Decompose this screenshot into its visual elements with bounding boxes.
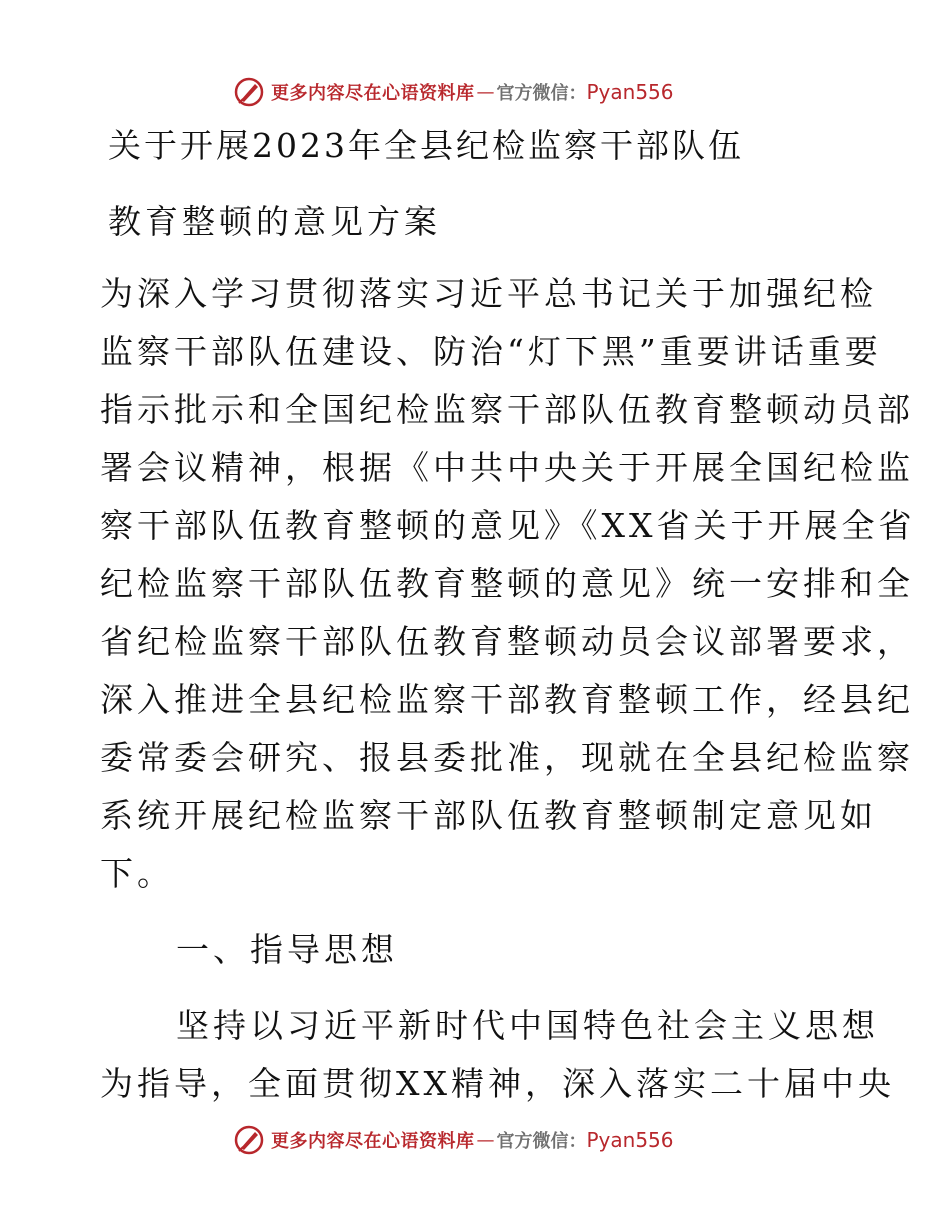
quill-seal-icon: [233, 76, 265, 108]
paragraph-line: 为指导，全面贯彻XX精神，深入落实二十届中央: [100, 1064, 895, 1103]
paragraph-line: 系统开展纪检监察干部队伍教育整顿制定意见如: [100, 796, 877, 835]
watermark-wechat-id: Pyan556: [586, 80, 674, 104]
paragraph-line: 深入推进全县纪检监察干部教育整顿工作，经县纪: [100, 680, 914, 719]
watermark-header: [233, 72, 674, 112]
watermark-red-text: 更多内容尽在心语资料库: [271, 1131, 475, 1152]
watermark-wechat-id: Pyan556: [586, 1128, 674, 1152]
paragraph-line: 坚持以习近平新时代中国特色社会主义思想: [176, 1006, 879, 1045]
watermark-dash: —: [476, 1129, 495, 1151]
paragraph-line: 察干部队伍教育整顿的意见》《XX省关于开展全省: [100, 506, 916, 545]
quill-seal-icon: [233, 1124, 265, 1156]
paragraph-line: 为深入学习贯彻落实习近平总书记关于加强纪检: [100, 274, 877, 313]
paragraph-line: 委常委会研究、报县委批准，现就在全县纪检监察: [100, 738, 914, 777]
paragraph-line: 署会议精神，根据《中共中央关于开展全国纪检监: [100, 448, 914, 487]
paragraph-line: 监察干部队伍建设、防治“灯下黑”重要讲话重要: [100, 332, 882, 371]
watermark-red-text: 更多内容尽在心语资料库: [271, 83, 475, 104]
watermark-footer: [233, 1120, 674, 1160]
paragraph-line: 指示批示和全国纪检监察干部队伍教育整顿动员部: [100, 390, 914, 429]
watermark-dash: —: [476, 81, 495, 103]
document-title-line-2: 教育整顿的意见方案: [108, 202, 441, 241]
section-heading: 一、指导思想: [176, 930, 398, 969]
watermark-grey-text: 官方微信：: [496, 83, 587, 104]
document-title-line-1: 关于开展2023年全县纪检监察干部队伍: [108, 126, 744, 165]
paragraph-line: 纪检监察干部队伍教育整顿的意见》统一安排和全: [100, 564, 914, 603]
watermark-grey-text: 官方微信：: [496, 1131, 587, 1152]
paragraph-line: 下。: [100, 854, 174, 893]
paragraph-line: 省纪检监察干部队伍教育整顿动员会议部署要求，: [100, 622, 914, 661]
